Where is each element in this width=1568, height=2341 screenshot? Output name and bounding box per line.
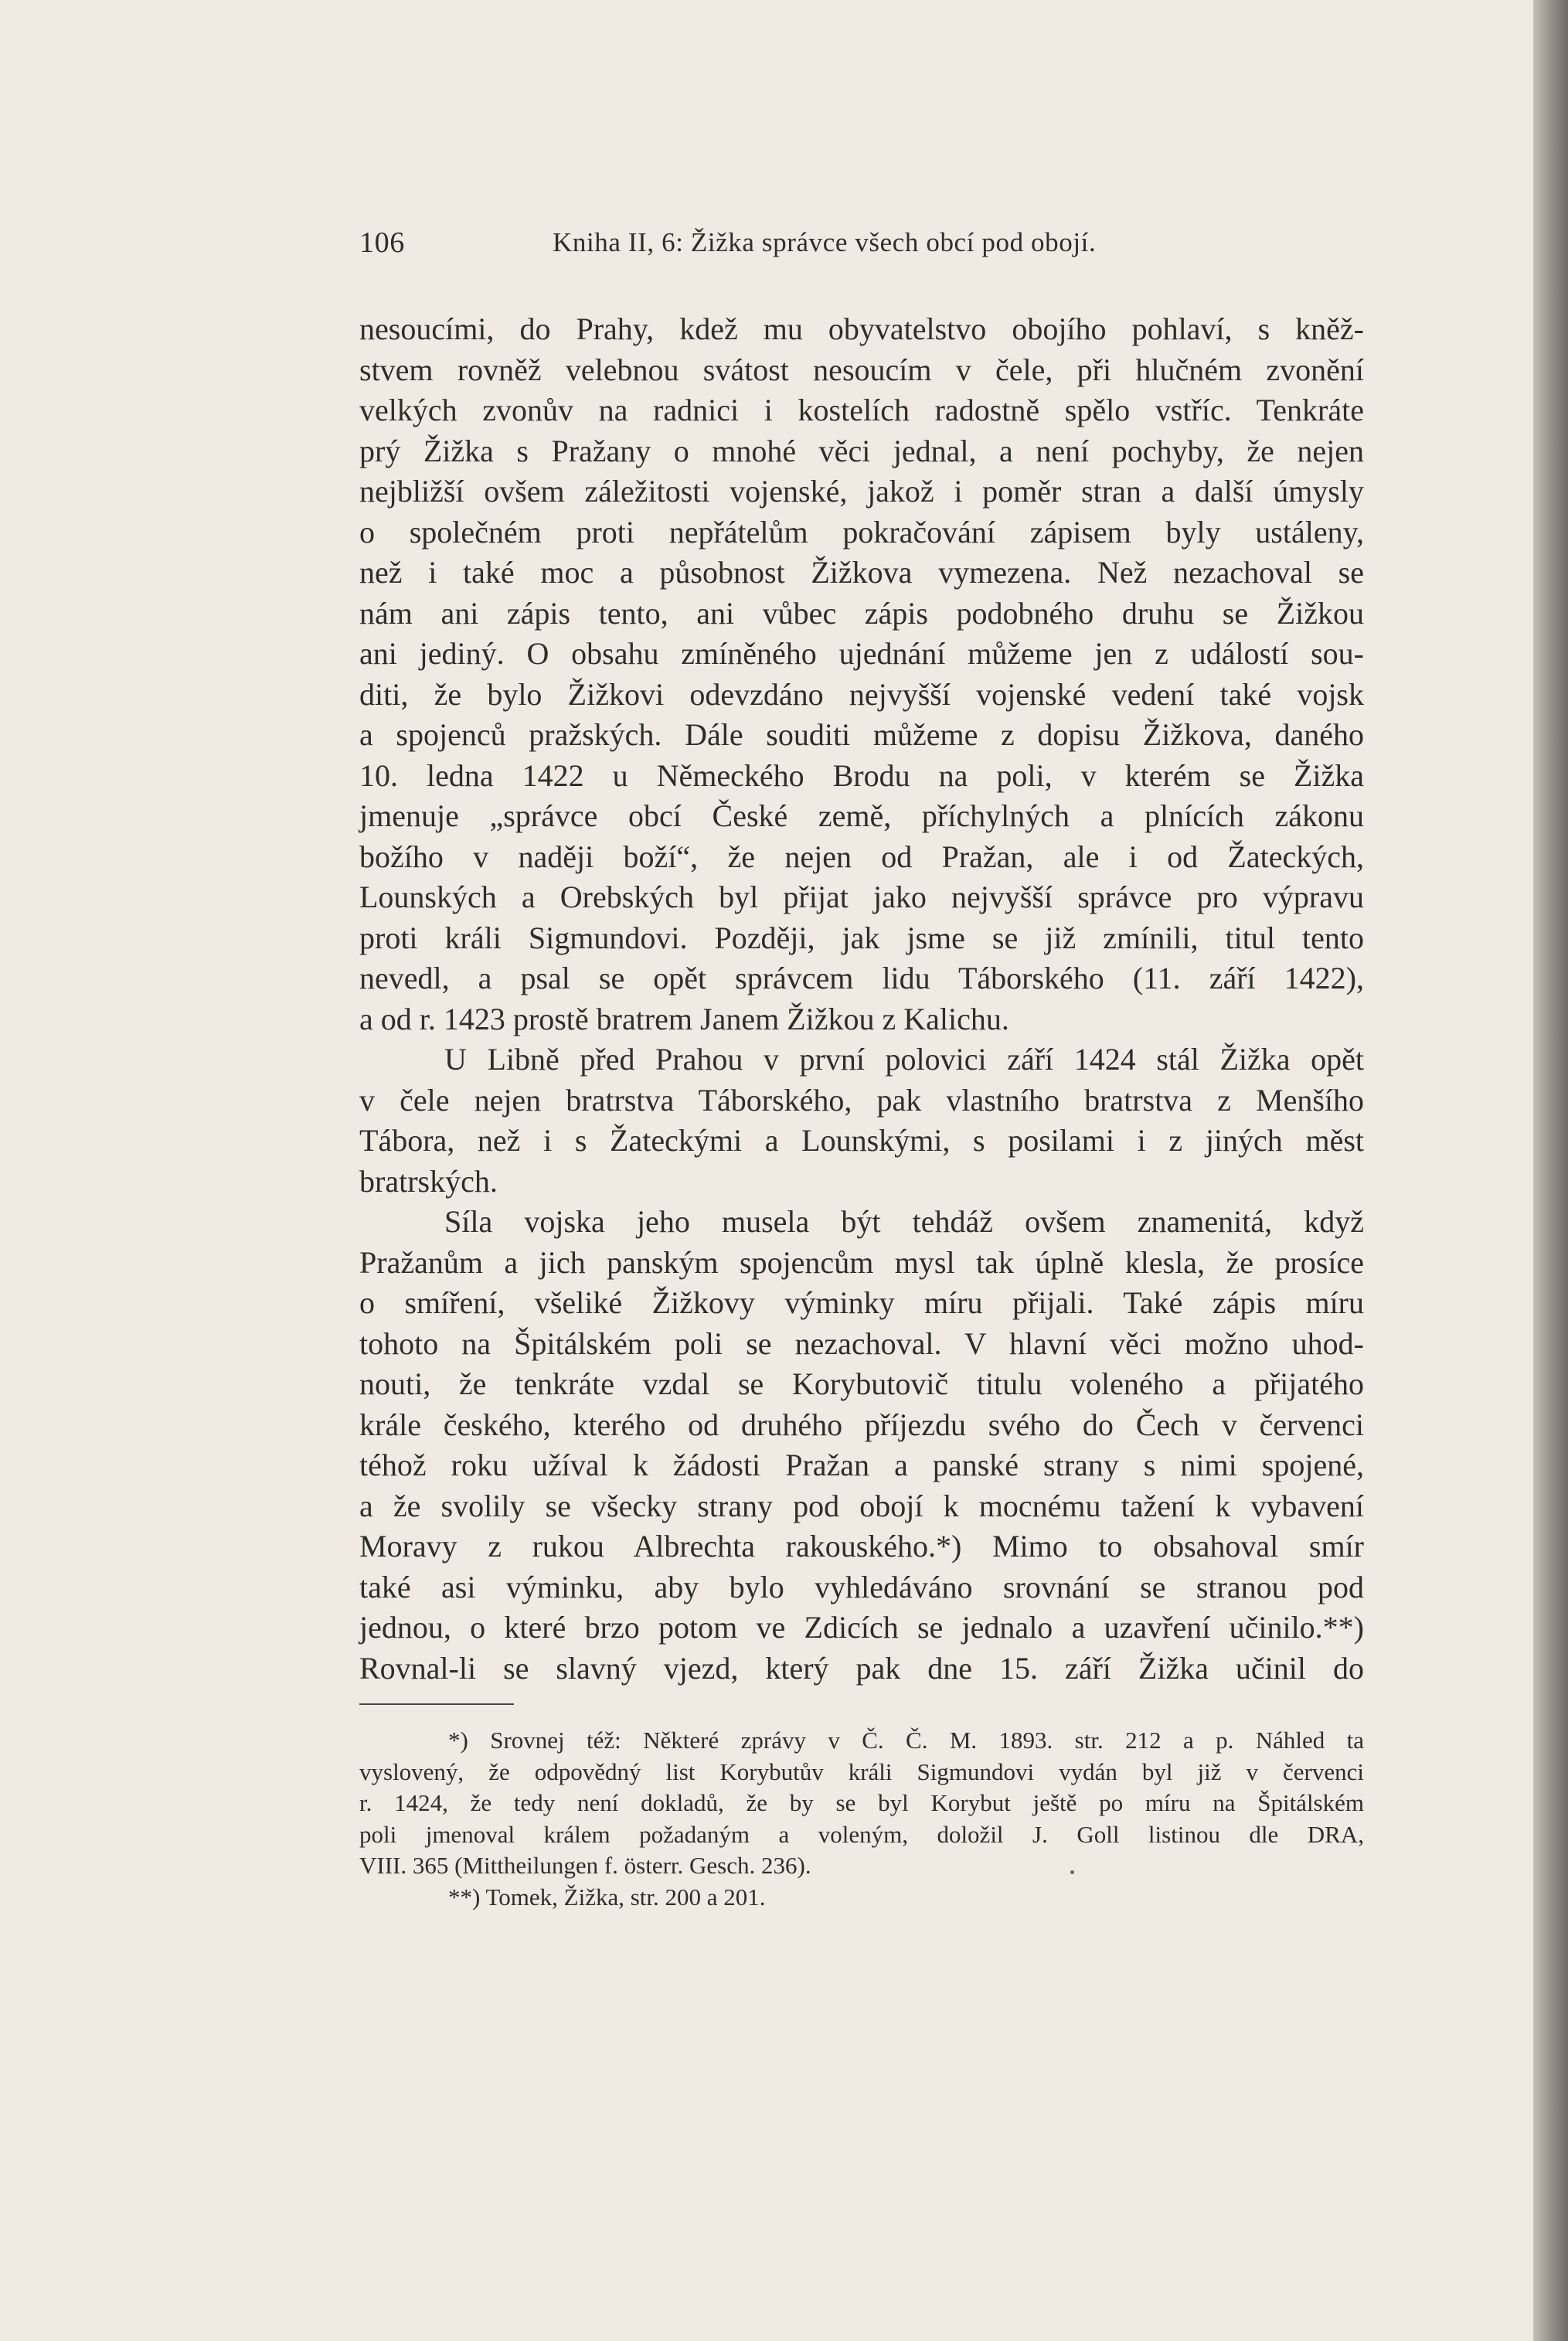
text-line: diti, že bylo Žižkovi odevzdáno nejvyšší vojenské vedení také vojsk — [359, 676, 1364, 712]
text-line: tohoto na Špitálském poli se nezachoval. V hlavní věci možno uhod- — [359, 1325, 1364, 1361]
text-line: Moravy z rukou Albrechta rakouského.*) Mimo to obsahoval smír — [359, 1529, 1364, 1564]
main-text — [359, 309, 1364, 1689]
text-line: ani jediný. O obsahu zmíněného ujednání můžeme jen z událostí sou- — [359, 636, 1364, 671]
text-line: a spojenců pražských. Dále souditi můžeme z dopisu Žižkova, daného — [359, 717, 1364, 752]
text-line: o smíření, všeliké Žižkovy výminky míru přijali. Také zápis míru — [359, 1285, 1364, 1320]
text-line: nejbližší ovšem záležitosti vojenské, jakož i poměr stran a další úmysly — [359, 474, 1364, 509]
text-line: proti králi Sigmundovi. Později, jak jsme se již zmínili, titul tento — [359, 920, 1364, 955]
text-line: božího v naději boží“, že nejen od Pražan, ale i od Žateckých, — [359, 839, 1364, 874]
footnote-line: vyslovený, že odpovědný list Korybutův králi Sigmundovi vydán byl již v červenci — [359, 1757, 1364, 1785]
footnote-line: poli jmenoval králem požadaným a voleným, doložil J. Goll listinou dle DRA, — [359, 1820, 1364, 1848]
text-line: nouti, že tenkráte vzdal se Korybutovič titulu voleného a přijatého — [359, 1366, 1364, 1401]
text-line: také asi výminku, aby bylo vyhledáváno srovnání se stranou pod — [359, 1569, 1364, 1604]
text-line: a od r. 1423 prostě bratrem Janem Žižkou z Kalichu. — [359, 1001, 1009, 1036]
text-line: stvem rovněž velebnou svátost nesoucím v čele, při hlučném zvonění — [359, 352, 1364, 387]
paragraph-first-line: Síla vojska jeho musela být tehdáž ovšem znamenitá, když — [444, 1204, 1364, 1239]
text-line: krále českého, kterého od druhého příjezdu svého do Čech v červenci — [359, 1407, 1364, 1442]
footnote-line: r. 1424, že tedy není dokladů, že by se byl Korybut ještě po míru na Špitálském — [359, 1789, 1364, 1816]
text-line: než i také moc a působnost Žižkova vymezena. Než nezachoval se — [359, 555, 1364, 590]
text-line: v čele nejen bratrstva Táborského, pak vlastního bratrstva z Menšího — [359, 1082, 1364, 1118]
text-line: jednou, o které brzo potom ve Zdicích se jednalo a uzavření učinilo.**) — [359, 1610, 1364, 1645]
footnote-divider — [359, 1703, 514, 1705]
footnote-line: *) Srovnej též: Některé zprávy v Č. Č. M. 1893. str. 212 a p. Náhled ta — [448, 1727, 1364, 1754]
footnote-line: **) Tomek, Žižka, str. 200 a 201. — [448, 1883, 766, 1911]
text-line: jmenuje „správce obcí České země, příchylných a plnících zákonu — [359, 798, 1364, 833]
page-header — [359, 226, 1364, 264]
text-line: nevedl, a psal se opět správcem lidu Táborského (11. září 1422), — [359, 961, 1364, 995]
text-line: a že svolily se všecky strany pod obojí k mocnému tažení k vybavení — [359, 1488, 1364, 1523]
footnotes — [359, 1725, 1364, 1913]
text-line: nesoucími, do Prahy, kdež mu obyvatelstvo obojího pohlaví, s kněž- — [359, 311, 1364, 346]
text-line: velkých zvonův na radnici i kostelích radostně spělo vstříc. Tenkráte — [359, 393, 1364, 427]
text-line: Tábora, než i s Žateckými a Lounskými, s posilami i z jiných měst — [359, 1123, 1364, 1158]
footnote-line: VIII. 365 (Mittheilungen f. österr. Gesch. 236). — [359, 1852, 811, 1879]
text-line: nám ani zápis tento, ani vůbec zápis podobného druhu se Žižkou — [359, 595, 1364, 631]
text-line: Rovnal-li se slavný vjezd, který pak dne 15. září Žižka učinil do — [359, 1650, 1364, 1686]
paragraph-first-line: U Libně před Prahou v první polovici září 1424 stál Žižka opět — [444, 1042, 1364, 1077]
text-line: Lounských a Orebských byl přijat jako nejvyšší správce pro výpravu — [359, 880, 1364, 914]
text-line: 10. ledna 1422 u Německého Brodu na poli, v kterém se Žižka — [359, 757, 1364, 793]
page-number: 106 — [359, 226, 405, 259]
text-line: bratrských. — [359, 1163, 498, 1199]
text-line: Pražanům a jich panským spojencům mysl tak úplně klesla, že prosíce — [359, 1244, 1364, 1280]
print-speck — [1070, 1870, 1074, 1874]
book-gutter-shadow — [1533, 0, 1568, 2341]
text-line: téhož roku užíval k žádosti Pražan a panské strany s nimi spojené, — [359, 1448, 1364, 1482]
text-line: o společném proti nepřátelům pokračování zápisem byly ustáleny, — [359, 514, 1364, 550]
running-title: Kniha II, 6: Žižka správce všech obcí pod obojí. — [553, 227, 1097, 257]
text-line: prý Žižka s Pražany o mnohé věci jednal, a není pochyby, že nejen — [359, 433, 1364, 468]
